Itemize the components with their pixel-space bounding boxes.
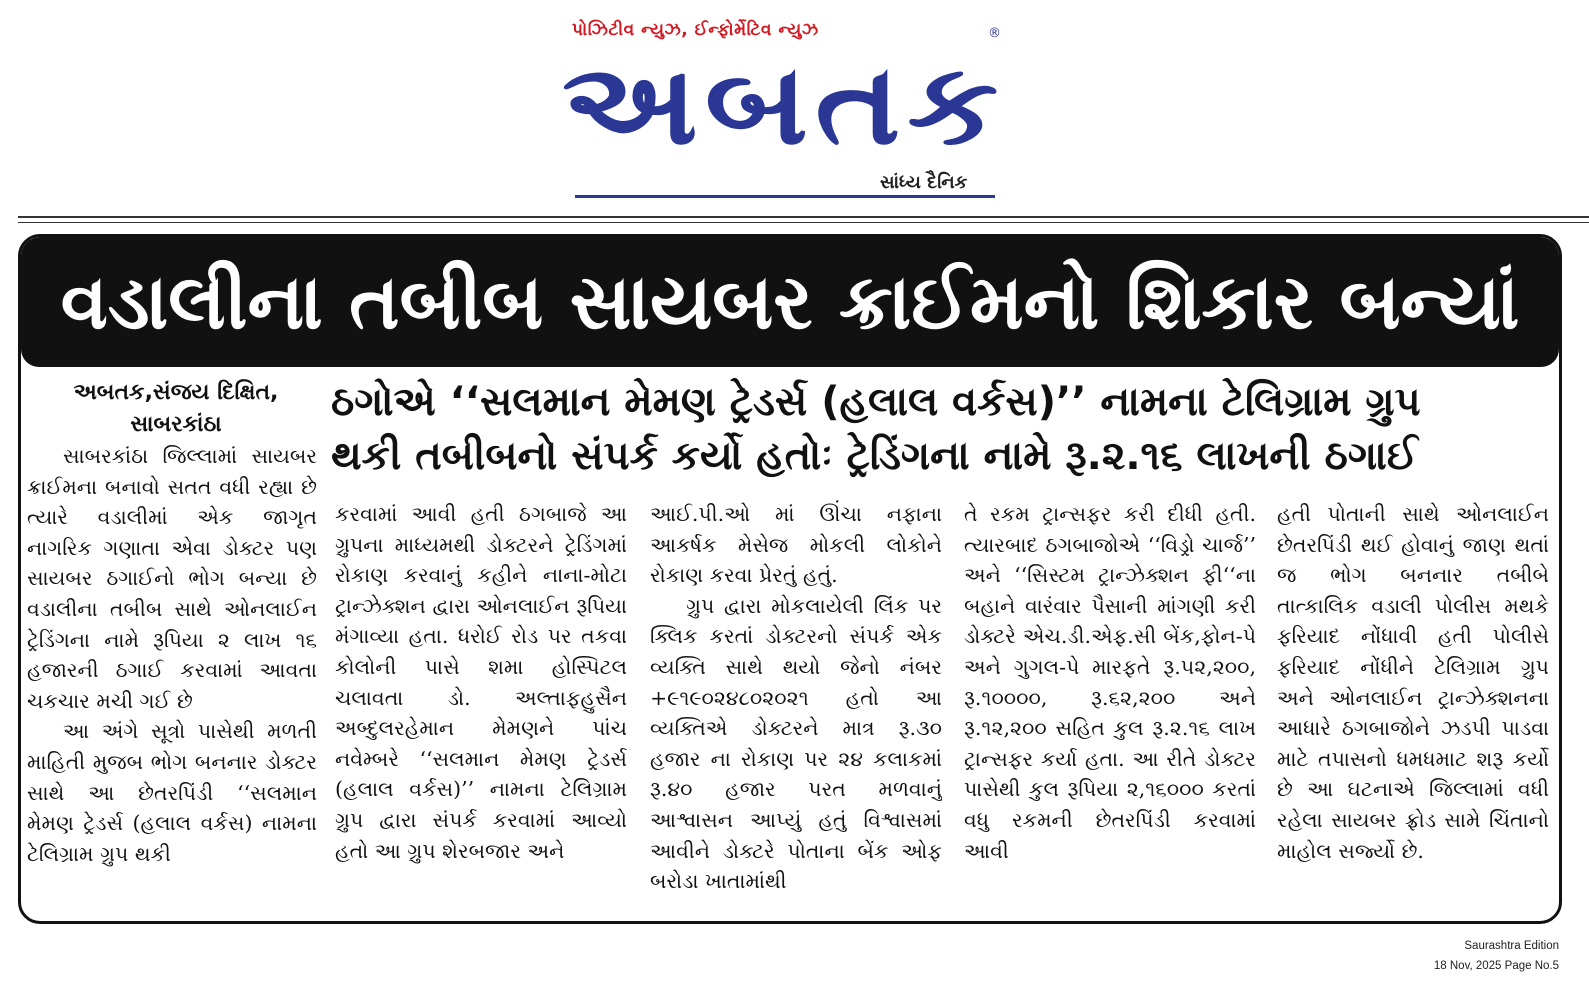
subheadline-line-1: ઠગોએ ‘‘સલમાન મેમણ ટ્રેડર્સ (હલાલ વર્કસ)’’ નામના ટેલિગ્રામ ગ્રુપ <box>331 379 1421 425</box>
logo-underline <box>575 195 995 198</box>
registered-mark: ® <box>988 26 1001 41</box>
article-headline: વડાલીના તબીબ સાયબર ક્રાઈમનો શિકાર બન્યાં <box>60 257 1520 346</box>
paragraph: ગ્રુપ દ્વારા મોકલાયેલી લિંક પર ક્લિક કરતાં ડોક્ટરનો સંપર્ક એક વ્યક્તિ સાથે થયો જેનો નંબર +૯૧૯૦૨૪૮૦૨૦૨૧ હતો આ વ્યક્તિએ ડોક્ટરને માત્ર રૂ.૩૦ હજાર ના રોકાણ પર ૨૪ કલાકમાં રૂ.૪૦ હજાર પરત મળવાનું આશ્વાસન આપ્યું હતું વિશ્વાસમાં આવીને ડોક્ટરે પોતાના બેંક ઓફ બરોડા ખાતામાંથી <box>650 593 942 894</box>
article-column-3 <box>650 499 942 919</box>
article-column-1 <box>27 441 317 919</box>
paragraph: આઈ.પી.ઓ માં ઊંચા નફાના આકર્ષક મેસેજ મોકલી લોકોને રોકાણ કરવા પ્રેરતું હતું. <box>650 502 942 588</box>
paragraph: આ અંગે સૂત્રો પાસેથી મળતી માહિતી મુજબ ભોગ બનનાર ડોક્ટર સાથે આ છેતરપિંડી ‘‘સલમાન મેમણ ટ્રેડર્સ (હલાલ વર્કસ) નામના ટેલિગ્રામ ગ્રુપ થકી <box>27 719 317 866</box>
article-column-4 <box>964 499 1256 919</box>
date-page-label: 18 Nov, 2025 Page No.5 <box>1433 960 1559 972</box>
masthead-subtitle: સાંધ્ય દૈનિક <box>880 172 968 193</box>
edition-label: Saurashtra Edition <box>1464 940 1559 952</box>
headline-banner <box>21 237 1559 367</box>
newspaper-logo: અબતક <box>562 40 1006 170</box>
article-column-2 <box>335 499 627 919</box>
paragraph: સાબરકાંઠા જિલ્લામાં સાયબર ક્રાઈમના બનાવો સતત વધી રહ્યા છે ત્યારે વડાલીમાં એક જાગૃત નાગરિક ગણાતા એવા ડોક્ટર પણ સાયબર ઠગાઈનો ભોગ બન્યા છે વડાલીના તબીબ સાથે ઓનલાઈન ટ્રેડિંગના નામે રૂપિયા ૨ લાખ ૧૬ હજારની ઠગાઈ કરવામાં આવતા ચકચાર મચી ગઈ છે <box>27 444 317 713</box>
divider-rule-thin <box>18 222 1589 223</box>
subheadline-line-2: થકી તબીબનો સંપર્ક કર્યો હતોઃ ટ્રેડિંગના નામે રૂ.૨.૧૬ લાખની ઠગાઈ <box>331 433 1418 479</box>
article-column-5 <box>1277 499 1549 919</box>
masthead-tagline: પોઝિટીવ ન્યુઝ, ઈન્ફોર્મેટિવ ન્યુઝ <box>572 20 819 40</box>
paragraph: કરવામાં આવી હતી ઠગબાજે આ ગ્રુપના માધ્યમથી ડોક્ટરને ટ્રેડિંગમાં રોકાણ કરવાનું કહીને નાના-મોટા ટ્રાન્ઝેક્શન દ્વારા ઓનલાઈન રૂપિયા મંગાવ્યા હતા. ધરોઈ રોડ પર તકવા કોલોની પાસે શમા હોસ્પિટલ ચલાવતા ડો. અલ્તાફહુસૈન અબ્દુલરહેમાન મેમણને પાંચ નવેમ્બરે ‘‘સલમાન મેમણ ટ્રેડર્સ (હલાલ વર્કસ)’’ નામના ટેલિગ્રામ ગ્રુપ દ્વારા સંપર્ક કરવામાં આવ્યો હતો આ ગ્રુપ શેરબજાર અને <box>335 502 627 863</box>
paragraph: હતી પોતાની સાથે ઓનલાઈન છેતરપિંડી થઈ હોવાનું જાણ થતાં જ ભોગ બનનાર તબીબે તાત્કાલિક વડાલી પોલીસ મથકે ફરિયાદ નોંધાવી હતી પોલીસે ફરિયાદ નોંધીને ટેલિગ્રામ ગ્રુપ અને ઓનલાઈન ટ્રાન્ઝેક્શનના આધારે ઠગબાજોને ઝડપી પાડવા માટે તપાસનો ધમધમાટ શરૂ કર્યો છે આ ઘટનાએ જિલ્લામાં વધી રહેલા સાયબર ફ્રોડ સામે ચિંતાનો માહોલ સર્જ્યો છે. <box>1277 502 1549 863</box>
divider-rule <box>18 216 1589 218</box>
article-subheadline <box>331 375 1556 483</box>
masthead <box>0 0 1589 210</box>
page-footer <box>1434 936 1559 976</box>
news-article <box>18 234 1562 924</box>
article-byline: અબતક,સંજય દિક્ષિત, સાબરકાંઠા <box>73 380 279 437</box>
paragraph: તે રકમ ટ્રાન્સફર કરી દીધી હતી. ત્યારબાદ ઠગબાજોએ ‘‘વિડ્રો ચાર્જ’’ અને ‘‘સિસ્ટમ ટ્રાન્ઝેક્શન ફી‘‘ના બહાને વારંવાર પૈસાની માંગણી કરી ડોક્ટરે એચ.ડી.એફ.સી બેંક,ફોન-પે અને ગુગલ-પે મારફતે રૂ.૫૨,૨૦૦, રૂ.૧૦૦૦૦, રૂ.૬૨,૨૦૦ અને રૂ.૧૨,૨૦૦ સહિત કુલ રૂ.૨.૧૬ લાખ ટ્રાન્સફર કર્યા હતા. આ રીતે ડોક્ટર પાસેથી કુલ રૂપિયા ૨,૧૬૦૦૦ કરતાં વધુ રકમની છેતરપિંડી કરવામાં આવી <box>964 502 1256 863</box>
